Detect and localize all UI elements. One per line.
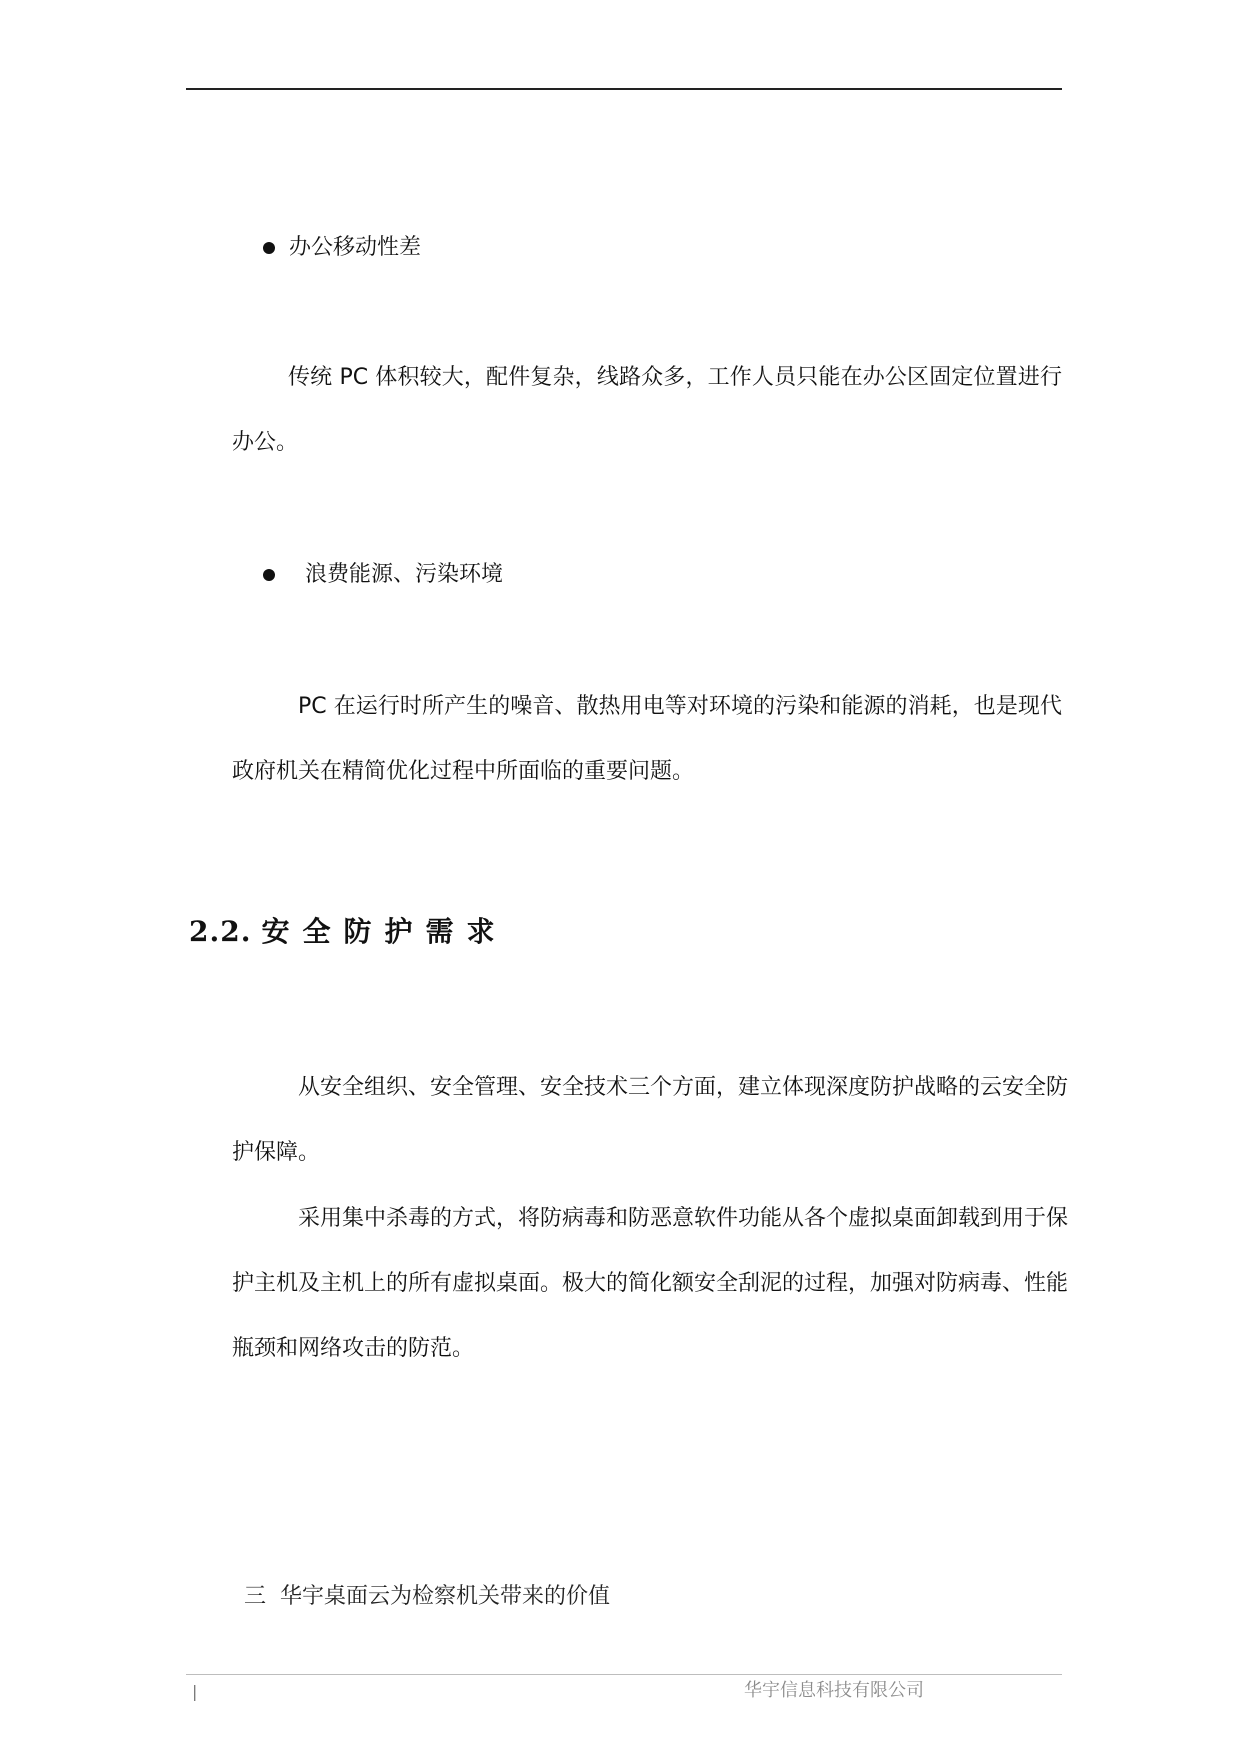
chapter-number: 三	[244, 1584, 267, 1609]
footer-company: 华宇信息科技有限公司	[744, 1680, 924, 1701]
bullet-dot-icon	[263, 242, 275, 254]
paragraph-line: 办公。	[232, 430, 299, 455]
bullet-item-mobility	[263, 233, 421, 263]
section-number: 2.2.	[189, 915, 252, 948]
chapter-title: 华宇桌面云为检察机关带来的价值	[280, 1584, 611, 1609]
paragraph-line: 护保障。	[232, 1140, 321, 1165]
section-title: 安全防护需求	[261, 915, 508, 948]
paragraph-line: 从安全组织、安全管理、安全技术三个方面，建立体现深度防护战略的云安全防	[298, 1075, 1069, 1100]
paragraph-line: 采用集中杀毒的方式，将防病毒和防恶意软件功能从各个虚拟桌面卸载到用于保	[298, 1206, 1069, 1231]
section-heading	[189, 914, 507, 950]
footer-page-mark: |	[192, 1682, 198, 1701]
paragraph-line: PC 在运行时所产生的噪音、散热用电等对环境的污染和能源的消耗，也是现代	[298, 694, 1062, 719]
bullet-text: 办公移动性差	[289, 235, 422, 260]
paragraph-line: 瓶颈和网络攻击的防范。	[232, 1336, 475, 1361]
paragraph-line: 传统 PC 体积较大，配件复杂，线路众多，工作人员只能在办公区固定位置进行	[288, 365, 1062, 390]
paragraph-line: 政府机关在精简优化过程中所面临的重要问题。	[232, 759, 695, 784]
header-rule	[186, 88, 1062, 90]
paragraph-line: 护主机及主机上的所有虚拟桌面。极大的简化额安全刮泥的过程，加强对防病毒、性能	[232, 1271, 1069, 1296]
next-chapter-heading	[244, 1582, 610, 1612]
footer-rule	[186, 1674, 1062, 1675]
bullet-text: 浪费能源、污染环境	[305, 562, 504, 587]
bullet-item-energy	[263, 560, 503, 590]
bullet-dot-icon	[263, 569, 275, 581]
